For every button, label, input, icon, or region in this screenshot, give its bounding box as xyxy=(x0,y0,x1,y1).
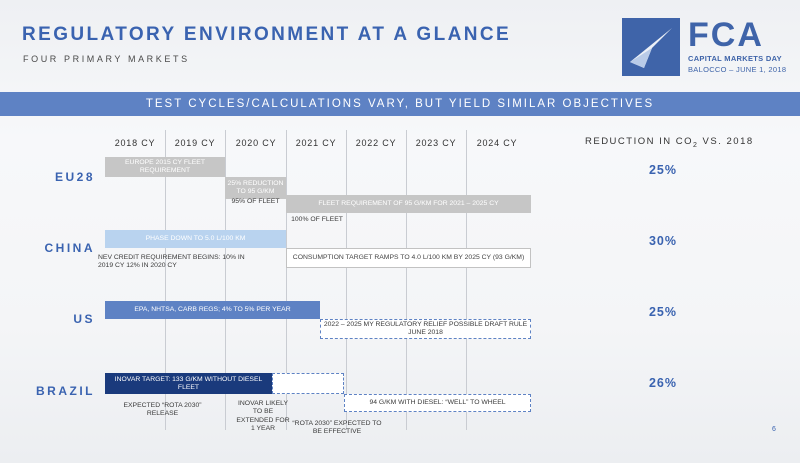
reduction-value-eu28: 25% xyxy=(648,163,678,177)
timeline-bar: 25% REDUCTION TO 95 G/KM xyxy=(225,177,286,199)
year-header: 2020 CY xyxy=(235,138,277,148)
timeline-note: 95% OF FLEET xyxy=(231,198,280,205)
grid-divider xyxy=(406,130,407,430)
timeline-bar: PHASE DOWN TO 5.0 L/100 KM xyxy=(105,230,286,248)
grid-divider xyxy=(346,130,347,430)
timeline-bar: 94 G/KM WITH DIESEL: “WELL” TO WHEEL xyxy=(344,394,531,412)
year-header: 2021 CY xyxy=(295,138,337,148)
grid-divider xyxy=(466,130,467,430)
logo-wordmark: FCA xyxy=(688,16,764,54)
timeline-bar: 2022 – 2025 MY REGULATORY RELIEF POSSIBLE DRAFT RULE JUNE 2018 xyxy=(320,319,531,339)
timeline-bar-extension xyxy=(272,373,344,394)
logo-mark-icon xyxy=(622,18,680,76)
region-label-china: CHINA xyxy=(44,241,95,255)
timeline-bar: EUROPE 2015 CY FLEET REQUIREMENT xyxy=(105,157,225,177)
logo-event-date: BALOCCO – JUNE 1, 2018 xyxy=(688,65,787,74)
region-label-us: US xyxy=(73,312,95,326)
reduction-value-brazil: 26% xyxy=(648,376,678,390)
objective-banner: TEST CYCLES/CALCULATIONS VARY, BUT YIELD SIMILAR OBJECTIVES xyxy=(0,92,800,116)
year-header: 2018 CY xyxy=(114,138,156,148)
reduction-value-china: 30% xyxy=(648,234,678,248)
page-subtitle: FOUR PRIMARY MARKETS xyxy=(23,54,190,64)
page-number: 6 xyxy=(772,426,776,433)
year-header: 2024 CY xyxy=(476,138,518,148)
page-title: REGULATORY ENVIRONMENT AT A GLANCE xyxy=(22,24,512,45)
reduction-value-us: 25% xyxy=(648,305,678,319)
year-header: 2019 CY xyxy=(174,138,216,148)
fca-logo xyxy=(622,18,787,76)
timeline-bar: EPA, NHTSA, CARB REGS; 4% TO 5% PER YEAR xyxy=(105,301,320,319)
timeline-note: 100% OF FLEET xyxy=(291,216,343,223)
timeline-bar: INOVAR TARGET: 133 G/KM WITHOUT DIESEL FLEET xyxy=(105,373,272,394)
timeline-note: INOVAR LIKELY TO BE EXTENDED FOR 1 YEAR xyxy=(236,400,290,433)
region-label-brazil: BRAZIL xyxy=(36,384,95,398)
timeline-bar: FLEET REQUIREMENT OF 95 G/KM FOR 2021 – 2025 CY xyxy=(286,195,531,213)
year-header: 2022 CY xyxy=(355,138,397,148)
logo-event: CAPITAL MARKETS DAY xyxy=(688,54,782,63)
reduction-column-header: REDUCTION IN $CO_2$ VS. 2018 xyxy=(585,136,754,149)
timeline-bar: CONSUMPTION TARGET RAMPS TO 4.0 L/100 KM BY 2025 CY (93 G/KM) xyxy=(286,248,531,268)
timeline-note: EXPECTED “ROTA 2030” RELEASE xyxy=(123,402,202,418)
year-header: 2023 CY xyxy=(415,138,457,148)
timeline-note: “ROTA 2030” EXPECTED TO BE EFFECTIVE xyxy=(292,420,382,436)
region-label-eu28: EU28 xyxy=(54,170,95,184)
timeline-note: NEV CREDIT REQUIREMENT BEGINS: 10% IN 2019 CY 12% IN 2020 CY xyxy=(98,254,245,270)
